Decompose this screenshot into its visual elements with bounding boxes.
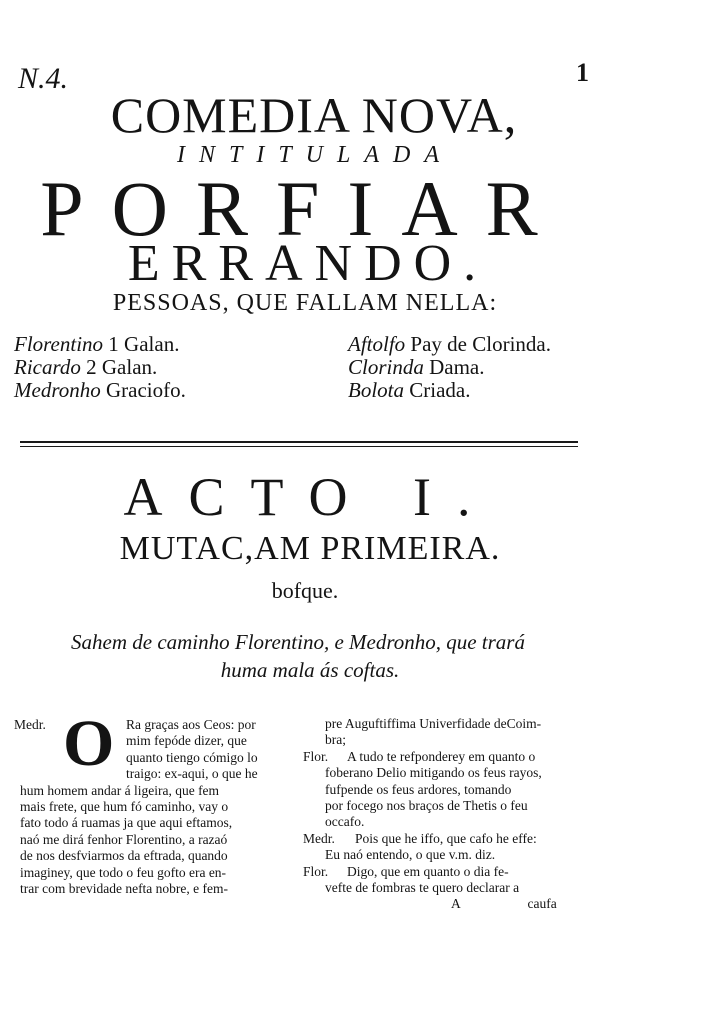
- text-line: de nos desfviarmos da eftrada, quando: [20, 848, 228, 864]
- text-line: pre Auguftiffima Univerfidade deCoim-: [325, 716, 542, 731]
- cast-role: Dama.: [429, 355, 485, 379]
- drop-cap: O: [63, 707, 115, 780]
- cast-name: Ricardo: [14, 355, 81, 379]
- cast-list-right: [348, 333, 551, 402]
- speaker-label: Medr.: [14, 717, 46, 732]
- text-line: A caufa: [451, 896, 557, 912]
- text-line-content: A tudo te refponderey em quanto o: [347, 748, 536, 764]
- title-line-3: PORFIAR: [40, 165, 566, 252]
- text-line: hum homem andar á ligeira, que fem: [20, 782, 220, 798]
- cast-name: Clorinda: [348, 355, 424, 379]
- stage-direction-line-2: huma mala ás coftas.: [220, 658, 400, 682]
- cast-entry: [348, 356, 551, 379]
- text-line: [303, 831, 593, 847]
- cast-name: Florentino: [14, 332, 104, 356]
- text-line: Eu naó entendo, o que v.m. diz.: [325, 847, 496, 863]
- text-line: [303, 864, 593, 880]
- text-line: por focego nos braços de Thetis o feu: [325, 797, 528, 813]
- persons-heading: PESSOAS, QUE FALLAM NELLA:: [112, 290, 498, 316]
- text-line: mais frete, que hum fó caminho, vay o: [20, 798, 229, 814]
- cast-entry: [348, 333, 551, 356]
- cast-role: Pay de Clorinda.: [410, 332, 551, 356]
- text-line: imaginey, que todo o feu gofto era en-: [20, 864, 227, 880]
- page-number: 1: [576, 58, 589, 87]
- text-line-content: Ra graças aos Ceos: por: [126, 717, 256, 732]
- cast-role: Graciofo.: [105, 378, 186, 402]
- divider-rule-thick: [20, 441, 578, 443]
- cast-entry: [14, 333, 186, 356]
- text-line: trar com brevidade nefta nobre, e fem-: [20, 880, 229, 896]
- cast-role: Criada.: [409, 378, 471, 402]
- scene-setting: bofque.: [271, 578, 339, 603]
- speaker-label: Flor.: [303, 863, 329, 879]
- right-text-column: [303, 716, 593, 913]
- text-line: occafo.: [325, 814, 365, 830]
- cast-role: 1 Galan.: [108, 332, 180, 356]
- cast-name: Aftolfo: [348, 332, 406, 356]
- text-line: fufpende os feus ardores, tomando: [325, 781, 512, 797]
- scene-title: MUTAC,AM PRIMEIRA.: [119, 530, 501, 567]
- text-line: bra;: [325, 732, 346, 748]
- speaker-label: Medr.: [303, 830, 335, 846]
- left-text-column: [14, 717, 299, 897]
- text-line: naó me dirá fenhor Florentino, a razaó: [20, 831, 228, 847]
- stage-direction-line-1: Sahem de caminho Florentino, e Medronho, que trará: [71, 630, 525, 654]
- cast-entry: [348, 379, 551, 402]
- text-line: [303, 749, 593, 765]
- title-line-2: INTITULADA: [176, 142, 454, 168]
- cast-role: 2 Galan.: [86, 355, 158, 379]
- text-line: traigo: ex-aqui, o que he: [126, 766, 258, 782]
- divider-rule-thin: [20, 446, 578, 447]
- cast-name: Bolota: [348, 378, 404, 402]
- cast-entry: [14, 356, 186, 379]
- text-line: vefte de fombras te quero declarar a: [325, 879, 520, 895]
- text-line: [14, 717, 299, 733]
- text-line-content: Digo, que em quanto o dia fe-: [347, 863, 509, 879]
- cast-entry: [14, 379, 186, 402]
- text-line: quanto tiengo cómigo lo: [126, 749, 258, 765]
- text-line: mim fepóde dizer, que: [126, 733, 247, 749]
- work-number: N.4.: [18, 62, 69, 95]
- title-line-4: ERRANDO.: [127, 235, 489, 292]
- text-line: fato todo á ruamas ja que aqui eftamos,: [20, 815, 233, 831]
- cast-name: Medronho: [14, 378, 101, 402]
- title-line-1: COMEDIA NOVA,: [110, 87, 518, 143]
- text-line-content: Pois que he iffo, que cafo he effe:: [355, 830, 537, 846]
- act-title: ACTO I.: [123, 467, 497, 527]
- speaker-label: Flor.: [303, 748, 329, 764]
- cast-list-left: [14, 333, 186, 402]
- text-line: foberano Delio mitigando os feus rayos,: [325, 765, 542, 781]
